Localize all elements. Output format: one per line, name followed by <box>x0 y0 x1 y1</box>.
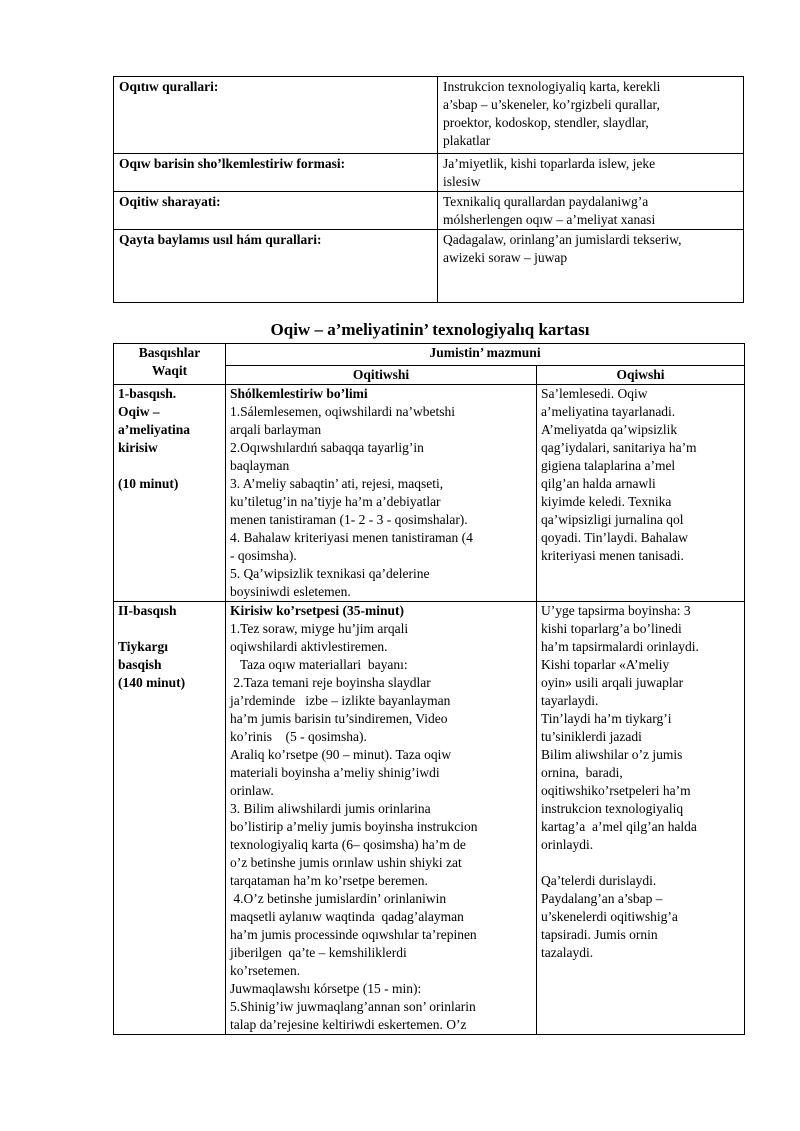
equipment-info-table <box>113 76 744 303</box>
content-header: Jumistin’ mazmuni <box>226 344 745 366</box>
student-line: U’yge tapsirma boyinsha: 3 <box>541 603 691 618</box>
info-value-line: plakatlar <box>443 133 491 148</box>
info-value-line: awizeki soraw – juwap <box>443 250 568 265</box>
info-value <box>438 230 744 303</box>
stage-cell <box>114 385 226 602</box>
stage-line: basqish <box>118 657 162 672</box>
table-row <box>114 602 745 1035</box>
teacher-line: baqlayman <box>230 458 290 473</box>
teacher-line: ha’m jumis processinde oqıwshılar ta’repinen <box>230 927 477 942</box>
teacher-line: Juwmaqlawshı kórsetpe (15 - min): <box>230 981 422 996</box>
info-value-line: Qadagalaw, orinlang’an jumislardi tekseriw, <box>443 232 682 247</box>
info-value <box>438 154 744 192</box>
teacher-line: o’z betinshe jumis orınlaw ushin shiyki zat <box>230 855 462 870</box>
student-line: Kishi toparlar «A’meliy <box>541 657 670 672</box>
student-line: Sa’lemlesedi. Oqiw <box>541 386 648 401</box>
student-line: A’meliyatda qa’wipsizlik <box>541 422 678 437</box>
info-value-line: proektor, kodoskop, stendler, slaydlar, <box>443 115 649 130</box>
teacher-line: ko’rsetemen. <box>230 963 301 978</box>
student-line: u’skenelerdi oqitiwshig’a <box>541 909 678 924</box>
student-line: ha’m tapsirmalardi orinlaydi. <box>541 639 699 654</box>
teacher-heading: Kirisiw ko’rsetpesi (35-minut) <box>230 603 404 618</box>
student-line: Paydalang’an a’sbap – <box>541 891 663 906</box>
teacher-line: ku’tiletug’in na’tiyje ha’m a’debiyatlar <box>230 494 441 509</box>
student-cell <box>537 385 745 602</box>
teacher-line: texnologiyaliq karta (6– qosimsha) ha’m de <box>230 837 466 852</box>
teacher-line: 3. A’meliy sabaqtin’ ati, rejesi, maqseti, <box>230 476 444 491</box>
teacher-line: 1.Sálemlesemen, oqiwshilardi na’wbetshi <box>230 404 455 419</box>
stage-line: kirisiw <box>118 440 158 455</box>
student-line: Tin’laydi ha’m tiykarg’i <box>541 711 672 726</box>
student-line: ornina, baradi, <box>541 765 623 780</box>
info-value <box>438 77 744 154</box>
student-line: qoyadi. Tin’laydi. Bahalaw <box>541 530 688 545</box>
spacer <box>118 620 221 638</box>
info-label: Oqıw barisin sho’lkemlestiriw formasi: <box>114 154 438 192</box>
student-line: gigiena talaplarina a’mel <box>541 458 676 473</box>
stage-line: a’meliyatina <box>118 422 190 437</box>
stage-line: (10 minut) <box>118 476 179 491</box>
student-line: orinlaydi. <box>541 837 594 852</box>
student-line: a’meliyatina tayarlanadi. <box>541 404 676 419</box>
teacher-line: jiberilgen qa’te – kemshiliklerdi <box>230 945 407 960</box>
teacher-line: ja’rdeminde izbe – izlikte bayanlayman <box>230 693 451 708</box>
teacher-header: Oqitiwshi <box>226 366 537 385</box>
info-value-line: Texnikaliq qurallardan paydalaniwg’a <box>443 194 649 209</box>
stage-line: (140 minut) <box>118 675 186 690</box>
stages-header <box>114 344 226 385</box>
info-value <box>438 192 744 230</box>
teacher-line: 3. Bilim aliwshilardi jumis orinlarina <box>230 801 431 816</box>
student-line: tazalaydi. <box>541 945 594 960</box>
teacher-line: 5.Shinig’iw juwmaqlang’annan son’ orinlarin <box>230 999 476 1014</box>
student-line: tu’siniklerdi jazadi <box>541 729 642 744</box>
teacher-line: Araliq ko’rsetpe (90 – minut). Taza oqiw <box>230 747 452 762</box>
teacher-line: Taza oqıw materiallari bayanı: <box>230 657 408 672</box>
teacher-line: 5. Qa’wipsizlik texnikasi qa’delerine <box>230 566 430 581</box>
section-title: Oqiw – a’meliyatinin’ texnologiyalıq kartası <box>270 320 590 339</box>
teacher-cell <box>226 385 537 602</box>
info-label: Qayta baylamıs usıl hám qurallari: <box>114 230 438 303</box>
student-line: oyin» usili arqali juwaplar <box>541 675 684 690</box>
teacher-line: 4. Bahalaw kriteriyasi menen tanistiraman (4 <box>230 530 473 545</box>
teacher-line: ha’m jumis barisin tu’sindiremen, Video <box>230 711 448 726</box>
stage-cell <box>114 602 226 1035</box>
teacher-line: bo’listirip a’meliy jumis boyinsha instrukcion <box>230 819 478 834</box>
teacher-cell <box>226 602 537 1035</box>
teacher-line: tarqataman ha’m ko’rsetpe beremen. <box>230 873 428 888</box>
info-value-line: a’sbap – u’skeneler, ko’rgizbeli qurallar, <box>443 97 660 112</box>
teacher-line: boysiniwdi esletemen. <box>230 584 351 599</box>
student-cell <box>537 602 745 1035</box>
student-line: tapsiradi. Jumis ornin <box>541 927 658 942</box>
teacher-line: materiali boyinsha a’meliy shinig’iwdi <box>230 765 440 780</box>
student-line: Qa’telerdi durislaydi. <box>541 873 657 888</box>
teacher-line: maqsetli aylanıw waqtinda qadag’alayman <box>230 909 464 924</box>
student-line: kishi toparlarg’a bo’linedi <box>541 621 682 636</box>
student-line: qa’wipsizligi jurnalina qol <box>541 512 684 527</box>
teacher-line: 2.Taza temani reje boyinsha slaydlar <box>230 675 431 690</box>
student-line: Bilim aliwshilar o’z jumis <box>541 747 683 762</box>
teacher-line: 2.Oqıwshılardıń sabaqqa tayarlig’in <box>230 440 424 455</box>
student-header: Oqiwshi <box>537 366 745 385</box>
teacher-line: orinlaw. <box>230 783 274 798</box>
stage-line: 1-basqısh. <box>118 386 177 401</box>
teacher-line: 4.O’z betinshe jumislardin’ orinlaniwin <box>230 891 447 906</box>
student-line: tayarlaydi. <box>541 693 599 708</box>
stages-header-line: Basqıshlar <box>138 345 201 360</box>
student-line: qilg’an halda arnawli <box>541 476 656 491</box>
student-line: qag’iydalari, sanitariya ha’m <box>541 440 697 455</box>
teacher-line: 1.Tez soraw, miyge hu’jim arqali <box>230 621 409 636</box>
info-label: Oqitiw sharayati: <box>114 192 438 230</box>
teacher-line: oqiwshilardi aktivlestiremen. <box>230 639 388 654</box>
technology-card-table <box>113 343 745 1035</box>
teacher-heading: Shólkemlestiriw bo’limi <box>230 386 368 401</box>
info-value-line: mólsherlengen oqıw – a’meliyat xanasi <box>443 212 656 227</box>
table-row <box>114 385 745 602</box>
info-value-line: Instrukcion texnologiyaliq karta, kerekli <box>443 79 661 94</box>
teacher-line: menen tanistiraman (1- 2 - 3 - qosimshalar). <box>230 512 468 527</box>
info-value-line: Ja’miyetlik, kishi toparlarda islew, jeke <box>443 156 656 171</box>
stage-line: Tiykargı <box>118 639 169 654</box>
teacher-line: arqali barlayman <box>230 422 322 437</box>
info-value-line: islesiw <box>443 174 481 189</box>
time-header-line: Waqit <box>151 363 188 378</box>
student-line: kiyimde keledi. Texnika <box>541 494 672 509</box>
student-line: instrukcion texnologiyaliq <box>541 801 684 816</box>
teacher-line: talap da’rejesine keltiriwdi eskertemen. O’z <box>230 1017 467 1032</box>
teacher-line: ko’rinis (5 - qosimsha). <box>230 729 367 744</box>
student-line: oqitiwshiko’rsetpeleri ha’m <box>541 783 691 798</box>
stage-line: II-basqısh <box>118 603 177 618</box>
teacher-line: - qosimsha). <box>230 548 297 563</box>
student-line: kartag’a a’mel qilg’an halda <box>541 819 697 834</box>
spacer <box>118 457 221 475</box>
student-line: kriteriyasi menen tanisadi. <box>541 548 684 563</box>
info-label: Oqıtıw qurallari: <box>114 77 438 154</box>
stage-line: Oqiw – <box>118 404 160 419</box>
spacer <box>541 854 740 872</box>
